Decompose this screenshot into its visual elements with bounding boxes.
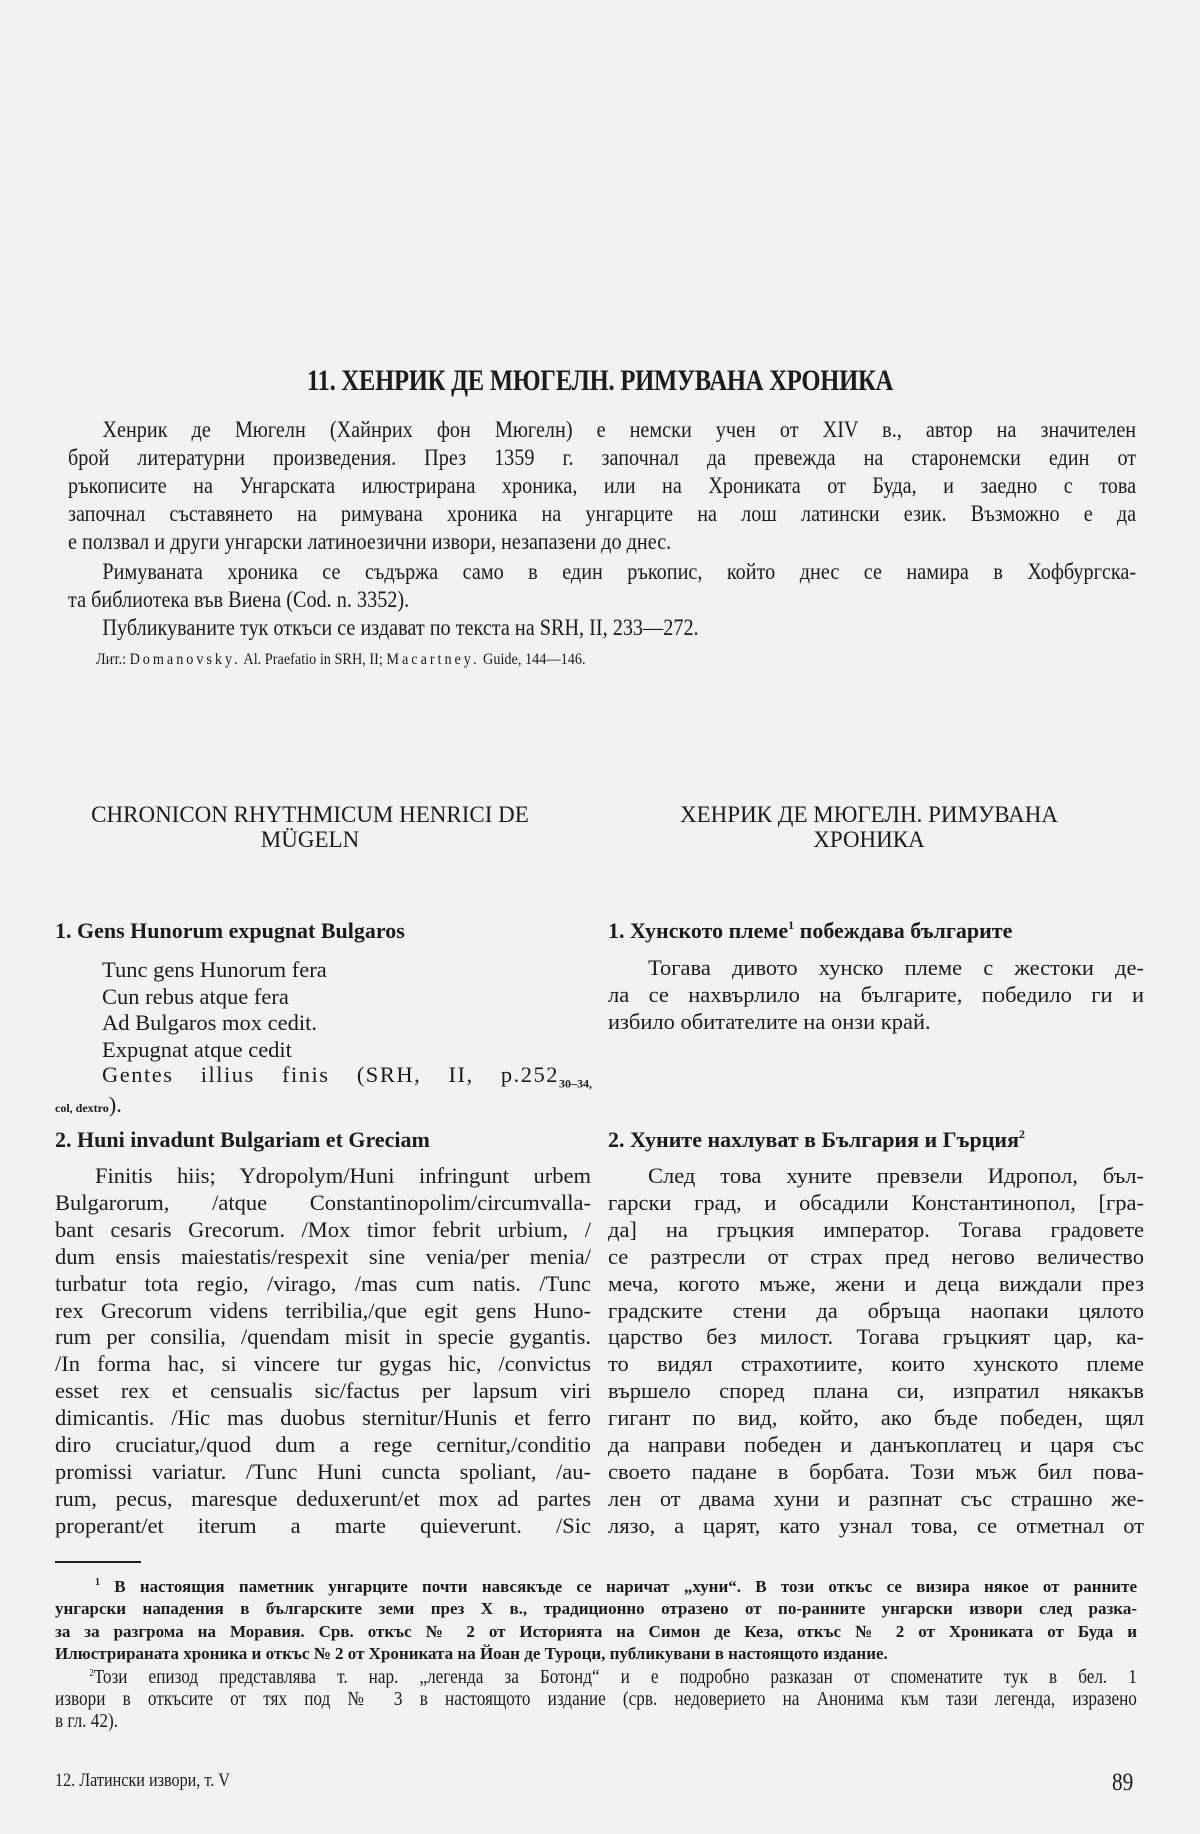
bulgarian-section-1-heading [608,918,1012,944]
text-line: избило обитателите на онзи край. [608,1008,931,1034]
footnote-ref-2[interactable]: 2 [1019,1127,1025,1141]
cite-word: II, [448,1062,474,1087]
text-line: то видял страхотиите, които хунското племе [608,1351,1144,1377]
lit-author-2: Macartney. [386,651,480,668]
cite-word: (SRH, [356,1062,422,1087]
text-line: /In forma hac, si vincere tur gygas hic, /convictus [55,1351,591,1377]
text-line: да направи победен и данъкоплатец и царя със [608,1432,1144,1458]
text-line: унгарски нападения в българските земи през X в., традиционно отразено от по-ранните унгарски извори след разка- [55,1599,1137,1619]
footnote-marker: 1 [95,1577,100,1588]
text-line: гарски град, и обсадили Константинопол, [гра- [608,1189,1144,1215]
intro-paragraph-1 [68,416,1136,556]
footer-signature: 12. Латински извори, т. V [55,1770,230,1791]
cite-word: finis [282,1062,330,1087]
cite-sub: 30–34, [558,1076,592,1091]
text-line: rum per consilia, /quendam misit in specie gygantis. [55,1324,591,1350]
footnote-line [55,1572,1137,1598]
text-line: Ad Bulgaros mox cedit. [102,1010,317,1035]
latin-section-1-heading: 1. Gens Hunorum expugnat Bulgaros [55,918,405,943]
cite-close: ). [108,1092,122,1117]
text-line: Тогава дивото хунско племе с жестоки де- [648,955,1144,980]
text-line: dimicantis. /Hic mas duobus sternitur/Hunis et ferro [55,1405,591,1431]
footnote-2 [55,1663,1137,1732]
text-line: ла се нахвърлило на българите, победило ги и [608,981,1144,1007]
footnote-marker: 2 [89,1668,94,1679]
text-line: Finitis hiis; Ydropolym/Huni infringunt urbem [95,1163,591,1188]
text-line: лен от двама хуни и разпнат със страшно же- [608,1485,1144,1511]
heading-text: 2. Хуните нахлуват в България и Гърция [608,1127,1019,1152]
text-line: да] на гръцкия император. Тогава градовете [608,1216,1144,1242]
latin-column-heading [42,802,578,852]
latin-section-2-heading: 2. Huni invadunt Bulgariam et Greciam [55,1127,430,1152]
heading-text: 1. Хунското племе [608,918,789,943]
text-line: esset rex et censualis sic/factus per lapsum viri [55,1378,591,1404]
text-line: Expugnat atque cedit [102,1036,292,1062]
text-line: Хенрик де Мюгелн (Хайнрих фон Мюгелн) е немски учен от XIV в., автор на значителен [102,417,1137,443]
latin-section-2-text [55,1163,591,1540]
footnote-2-rest [55,1688,1137,1732]
literature-line [96,651,586,669]
heading-text: побеждава българите [794,918,1013,943]
text-line: своето падане в борбата. Този мъж бил пова- [608,1458,1144,1484]
text-line: градските стени да обръща наопаки цялото [608,1297,1144,1323]
latin-verse-citation [102,1062,592,1092]
lit-ref-1: Al. Praefatio in SRH, II; [240,651,387,668]
bulgarian-section-1-text [608,955,1144,1036]
text-line: rum, pecus, maresque deduxerunt/et mox ad partes [55,1485,591,1511]
text-line: Bulgarorum, /atque Constantinopolim/circumvalla- [55,1189,591,1215]
text-line: за за разгрома на Моравия. Срв. откъс № 2 от Историята на Симон де Кеза, откъс № 2 от Хрониката от Буда и [55,1621,1137,1641]
text-line: започнал съставянето на римувана хроника на унгарците на лош латински език. Възможно е да [68,501,1137,527]
lit-label: Лит.: [96,651,130,668]
bulgarian-heading-line: ХЕНРИК ДЕ МЮГЕЛН. РИМУВАНА [680,802,1058,827]
text-line: лязо, а царят, като узнал това, се отметнал от [608,1512,1144,1538]
text-line: Римуваната хроника се съдържа само в един ръкопис, който днес се намира в Хофбургска- [102,559,1137,585]
text-line: След това хуните превзели Идропол, бъл- [648,1163,1144,1188]
footnote-1-rest [55,1598,1137,1665]
cite-page: p.252 [500,1062,559,1087]
latin-verses [102,957,327,1063]
text-line: Публикуваните тук откъси се издават по текста на SRH, II, 233—272. [102,615,699,641]
text-line: меча, когото мъже, жени и деца виждали през [608,1270,1144,1296]
text-line: вършело според плана си, изпратил някакъв [608,1378,1144,1404]
text-line: е ползвал и други унгарски латиноезични извори, незапазени до днес. [68,529,672,555]
text-line: ръкописите на Унгарската илюстрирана хроника, или на Хрониката от Буда, и заедно с това [68,473,1137,499]
bulgarian-section-2-heading [608,1127,1025,1153]
intro-paragraph-3 [68,614,1136,642]
text-line: properant/et iterum a marte quieverunt. /Sic [55,1512,591,1538]
text-line: царство без милост. Тогава гръцкият цар, ка- [608,1324,1144,1350]
bulgarian-column-heading [601,802,1137,852]
text-line: Tunc gens Hunorum fera [102,957,327,982]
chapter-title: 11. ХЕНРИК ДЕ МЮГЕЛН. РИМУВАНА ХРОНИКА [306,364,894,397]
lit-author-1: Domanovsky. [129,651,241,668]
footnote-text: В настоящия паметник унгарците почти навсякъде се наричат „хуни“. В този откъс се визира някое от ранните [100,1577,1137,1596]
text-line: bant cesaris Grecorum. /Mox timor febrit urbium, / [55,1216,591,1242]
footnote-1 [55,1572,1137,1666]
footnote-ref-1[interactable]: 1 [788,918,795,932]
text-line: в гл. 42). [55,1710,119,1732]
text-line: dum ensis maiestatis/respexit sine venia/per menia/ [55,1243,591,1269]
text-line: Cun rebus atque fera [102,983,289,1009]
bulgarian-section-2-text [608,1163,1144,1540]
text-line: извори в откъсите от тях под № 3 в настоящото издание (срв. недоверието на Анонима към тази легенда, изразено [55,1688,1137,1710]
footnote-line [55,1663,1137,1688]
cite-word [501,1062,592,1092]
text-line: promissi variatur. /Tunc Huni cuncta spoliant, /au- [55,1458,591,1484]
lit-ref-2: Guide, 144—146. [479,651,586,668]
bulgarian-heading-line: ХРОНИКА [813,827,925,852]
footnote-text: Този епизод представлява т. нар. „легенда за Ботонд“ и е подробно разказан от споменатите тук в бел. 1 [93,1666,1137,1688]
latin-heading-line: CHRONICON RHYTHMICUM HENRICI DE [91,802,529,827]
cite-word: Gentes [102,1062,174,1087]
cite-word: illius [200,1062,255,1087]
text-line: гигант по вид, който, ако бъде победен, щял [608,1405,1144,1431]
text-line: Илюстрираната хроника и откъс № 2 от Хрониката на Йоан де Туроци, публикувани в настоящото издание. [55,1644,888,1664]
latin-heading-line: MÜGELN [260,827,360,852]
cite-col: col, dextro [55,1101,109,1115]
page-number: 89 [1112,1769,1134,1796]
text-line: се разтресли от страх пред негово величество [608,1243,1144,1269]
text-line: та библиотека във Виена (Cod. n. 3352). [68,587,410,613]
text-line: брой литературни произведения. През 1359 г. започнал да превежда на старонемски един от [68,445,1137,471]
latin-citation-tail [55,1092,122,1118]
text-line: turbatur tota regio, /virago, /mas cum natis. /Tunc [55,1270,591,1296]
footnote-divider [55,1561,141,1563]
intro-paragraph-2 [68,558,1136,614]
text-line: diro cruciatur,/quod dum a rege cernitur,/conditio [55,1432,591,1458]
text-line: rex Grecorum videns terribilia,/que egit gens Huno- [55,1297,591,1323]
